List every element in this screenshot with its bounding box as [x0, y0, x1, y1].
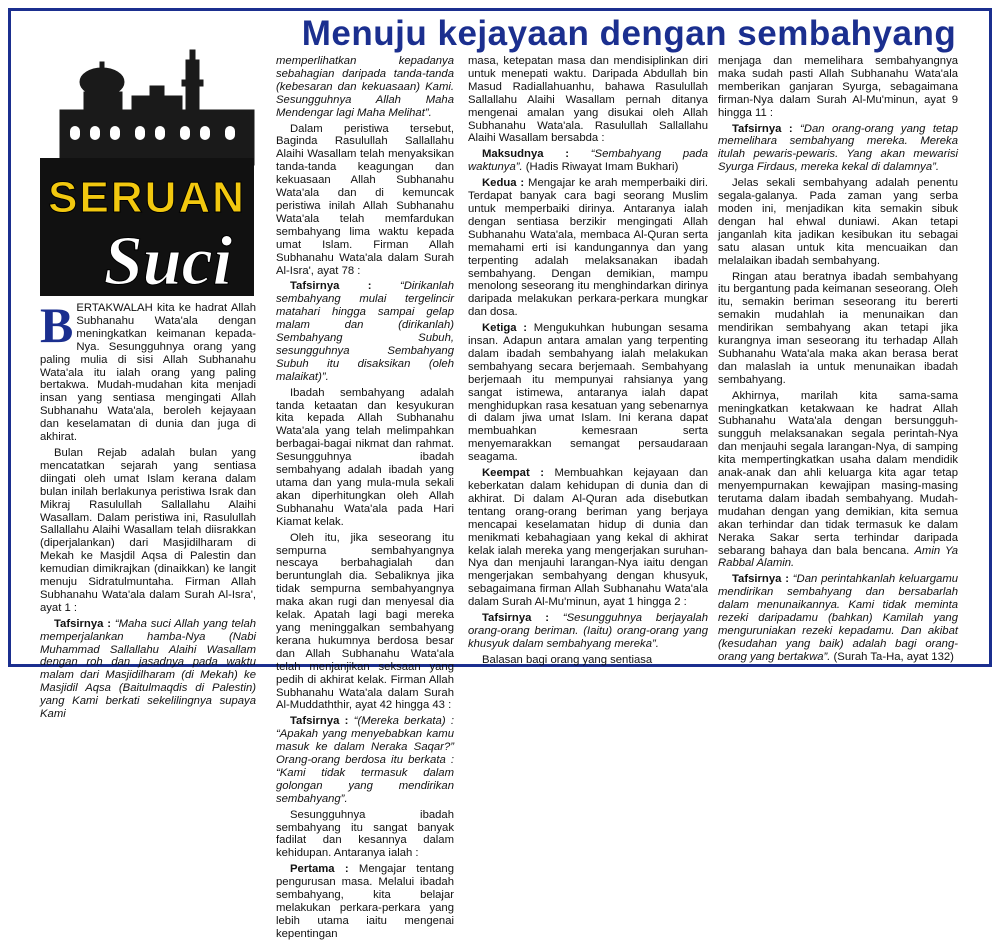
- tafsir-text: “Dan orang-orang yang tetap memelihara sembahyang mereka. Mereka itulah pewaris-pewaris. Yang akan mewarisi Syurga Firdaus, mereka kekal di dalamnya”.: [718, 122, 958, 174]
- logo-text-seruan: SERUAN: [48, 173, 246, 222]
- col2-tafsir-1: [276, 280, 454, 383]
- point-text: Mengajar tentang pengurusan masa. Melalui ibadah sembahyang, kita belajar melakukan perkara-perkara yang lebih utama iaitu mengenai kepentingan: [276, 863, 454, 940]
- point-label: Keempat :: [482, 467, 544, 480]
- amin-text: Amin Ya Rabbal Alamin.: [718, 544, 959, 570]
- closing-text: Akhirnya, marilah kita sama-sama meningkatkan ketakwaan ke hadrat Allah Subhanahu Wata'ala dengan bersungguh-sungguh melaksanakan segala perintah-Nya dan menjauhi segala larangan-Nya, di samping kita mempertingkatkan usaha dalam mendidik anak-anak dan ahli keluarga kita agar tetap menyempurnakan kewajipan masing-masing terutama dalam ibadah sembahyang. Mudah-mudahan dengan yang demikian, kita semua akan terhindar dan tidak termasuk ke dalam Neraka Sakar serta terhindar daripada sebarang bahaya dan bala bencana.: [718, 389, 958, 557]
- maksudnya-text: “Sembahyang pada waktunya”.: [468, 148, 708, 174]
- col1-tafsir: [40, 618, 256, 721]
- mosque-silhouette-icon: [40, 40, 254, 165]
- point-text: Mengajar ke arah memperbaiki diri. Terdapat banyak cara bagi seorang Muslim untuk memperbaiki dirinya. Antaranya ialah dengan sentiasa berzikir mengingati Allah Subhanahu Wata'ala, membaca Al-Quran serta memahami erti isi kandungannya dan yang terpenting adalah melaksanakan ibadah sembahyang. Dengan demikian, mampu menolong seseorang itu menghindarkan dirinya daripada melakukan perkara-perkara mungkar dan dosa.: [468, 177, 708, 319]
- col2-paragraph-2: Dalam peristiwa tersebut, Baginda Rasulullah Sallallahu Alaihi Wasallam telah menyaksikan tanda-tanda keagungan dan kekuasaan Allah Subhanahu Wata'ala dan di kemuncak peristiwa inilah Allah Subhanahu Wata'ala telah memfardukan sembahyang lima waktu kepada umat Islam. Firman Allah Subhanahu Wata'ala dalam Surah Al-Isra', ayat 78 :: [276, 122, 454, 277]
- col3-kedua: [468, 177, 708, 319]
- tafsir-text: “Dirikanlah sembahyang mulai tergelincir matahari hingga sampai gelap malam dan (dirikanlah) Sembahyang Subuh, sesungguhnya Sembahyang Subuh itu disaksikan (oleh malaikat)”.: [276, 280, 454, 383]
- col3-tafsir: [468, 612, 708, 651]
- headline: Menuju kejayaan dengan sembahyang: [301, 14, 957, 53]
- col4-paragraph-3: Ringan atau beratnya ibadah sembahyang itu bergantung pada keimanan seseorang. Oleh itu, semakin beriman seseorang itu bererti semakin mudahlah ia menunaikan dan mendirikan sembahyang akan tetapi jika kurangnya iman seseorang itu terhadap Allah Subhanahu Wata'ala maka akan berasa berat dan malaslah ia untuk menunaikan ibadah sembahyang.: [718, 270, 958, 386]
- surah-source: (Surah Ta-Ha, ayat 132): [833, 650, 954, 663]
- col4-tafsir-2: [718, 573, 958, 663]
- point-label: Ketiga :: [482, 322, 528, 335]
- drop-cap: B: [40, 297, 74, 353]
- tafsir-label: Tafsirnya :: [732, 573, 789, 586]
- point-text: Mengukuhkan hubungan sesama insan. Adapun antara amalan yang terpenting dalam ibadah sembahyang ialah melakukan sembahyang secara berjemaah. Sembahyang berjemaah itu mempunyai rahsianya yang sangat istimewa, antaranya ialah dapat menghidupkan rasa kesatuan yang sebenarnya di dalam jiwa umat Islam. Ini kerana dapat membuahkan kemesraan serta menyemarakkan semangat persaudaraan seagama.: [468, 322, 708, 464]
- article-column-1: [40, 297, 257, 721]
- tafsir-label: Tafsirnya :: [290, 280, 372, 293]
- col3-paragraph-1: masa, ketepatan masa dan mendisiplinkan diri untuk menepati waktu. Daripada Abdullah bin Masud Radiallahuanhu, bahawa Rasulullah Sallallahu Alaihi Wasallam pernah ditanya mengenai amalan yang disukai oleh Allah Subhanahu Wata'ala. Rasulullah Sallallahu Alaihi Wasallam bersabda :: [468, 55, 708, 145]
- col3-maksudnya: [468, 148, 708, 174]
- tafsir-label: Tafsirnya :: [54, 617, 111, 630]
- col3-keempat: [468, 467, 708, 609]
- mosque-logo-graphic: [40, 40, 254, 300]
- tafsir-label: Tafsirnya :: [290, 715, 349, 728]
- tafsir-text: “(Mereka berkata) : “Apakah yang menyebabkan kamu masuk ke dalam Neraka Saqar?” Orang-orang berdosa itu berkata : “Kami tidak termasuk dalam golongan yang mendirikan sembahyang”.: [276, 715, 454, 805]
- col2-paragraph-5: Sesungguhnya ibadah sembahyang itu sangat banyak fadilat dan kesannya dalam kehidupan. Antaranya ialah :: [276, 808, 454, 860]
- logo-text-suci: Suci: [103, 223, 233, 300]
- col4-paragraph-2: Jelas sekali sembahyang adalah penentu segala-galanya. Pada zaman yang serba moden ini, menjadikan kita semakin sibuk dengan hal ehwal duniawi. Akan tetapi janganlah kita jadikan kesibukan itu sebagai satu alasan untuk kita mencuaikan dan melalaikan ibadah sembahyang.: [718, 177, 958, 267]
- col4-paragraph-1: menjaga dan memelihara sembahyangnya maka sudah pasti Allah Subhanahu Wata'ala memberikan ganjaran Syurga, sebagaimana firman-Nya dalam Surah Al-Mu'minun, ayat 9 hingga 11 :: [718, 55, 958, 119]
- col4-paragraph-4: [718, 390, 958, 571]
- maksudnya-label: Maksudnya :: [482, 148, 570, 161]
- col4-tafsir-1: [718, 123, 958, 175]
- col1-paragraph-2: Bulan Rejab adalah bulan yang mencatatkan sejarah yang sentiasa diingati oleh umat Islam kerana dalam bulan inilah berlakunya peristiwa Israk dan Mikraj Rasulullah Sallallahu Alaihi Wasallam. Dalam peristiwa ini, Rasulullah Sallallahu Alaihi Wasallam telah diisrakkan (diperjalankan) dari Masjidilharam di Mekah ke Masjdil Aqsa di Palestin dan kemudian dimikrajkan (dinaikkan) ke langit menuju Sidratulmuntaha. Firman Allah Subhanahu Wata'ala dalam Surah Al-Isra', ayat 1 :: [40, 446, 256, 614]
- tafsir-label: Tafsirnya :: [732, 122, 793, 135]
- article-column-4: [718, 55, 958, 662]
- tafsir-text: “Maha suci Allah yang telah memperjalankan hamba-Nya (Nabi Muhammad Sallallahu Alaihi Wasallam dengan roh dan jasadnya pada waktu malam dari Masjidilharam (di Mekah) ke Masjidil Aqsa (Baitulmaqdis di Palestin) yang Kami berkati sekelilingnya supaya Kami: [40, 617, 257, 721]
- article-column-2: [276, 55, 454, 940]
- col2-tafsir-2: [276, 715, 454, 805]
- tafsir-text: “Dan perintahkanlah keluargamu mendirikan sembahyang dan bersabarlah dalam menunaikannya. Kami tidak meminta rezeki daripadamu (bahkan) Kamilah yang menguruniakan rezeki kepadamu. Dan akibat (kesudahan yang baik) adalah bagi orang-orang yang bertakwa”.: [718, 573, 959, 663]
- article-column-3: [468, 55, 708, 666]
- point-text: Membuahkan kejayaan dan keberkatan dalam kehidupan di dunia dan di akhirat. Di dalam Al-Quran ada disebutkan tentang orang-orang beriman yang berjaya mencapai keselamatan hidup di dunia dan menikmati kebahagiaan yang kekal di akhirat kelak ialah mereka yang mengerjakan suruhan-Nya dan menjauhi larangan-Nya iaitu dengan mengerjakan sembahyang dengan khusyuk, sebagaimana firman Allah Subhanahu Wata'ala dalam Surah Al-Mu'minun, ayat 1 hingga 2 :: [468, 467, 708, 609]
- col2-paragraph-1: memperlihatkan kepadanya sebahagian daripada tanda-tanda (kebesaran dan kekuasaan) Kami. Sesungguhnya Allah Maha Mendengar lagi Maha Melihat”.: [276, 55, 454, 119]
- seruan-suci-logo: [40, 40, 254, 300]
- point-label: Pertama :: [290, 863, 349, 876]
- col2-pertama: [276, 863, 454, 940]
- hadith-source: (Hadis Riwayat Imam Bukhari): [525, 161, 679, 174]
- col3-paragraph-last: Balasan bagi orang yang sentiasa: [482, 653, 653, 666]
- tafsir-text: “Sesungguhnya berjayalah orang-orang beriman. (Iaitu) orang-orang yang khusyuk dalam sembahyang mereka”.: [468, 612, 708, 650]
- col1-paragraph-1: ERTAKWALAH kita ke hadrat Allah Subhanahu Wata'ala dengan meningkatkan keimanan kepada-Nya. Sesungguhnya orang yang paling mulia di sisi Allah Subhanahu Wata'ala itu ialah orang yang paling bertakwa. Mudah-mudahan kita menjadi insan yang sentiasa mengingati Allah Subhanahu Wata'ala, beroleh kejayaan dan keselamatan di dunia dan juga di akhirat.: [40, 302, 256, 444]
- col2-paragraph-3: Ibadah sembahyang adalah tanda ketaatan dan kesyukuran kita kepada Allah Subhanahu Wata'ala yang telah melimpahkan berbagai-bagai nikmat dan rahmat. Sesungguhnya ibadah sembahyang adalah ibadah yang utama dan yang mula-mula sekali akan diperhitungkan oleh Allah Subhanahu Wata'ala pada Hari Kiamat kelak.: [276, 386, 454, 528]
- col2-paragraph-4: Oleh itu, jika seseorang itu sempurna sembahyangnya nescaya berbahagialah dan beruntunglah dia. Sebaliknya jika tidak sempurna sembahyangnya maka akan rugi dan menyesal dia kelak. Apatah lagi bagi mereka yang meninggalkan sembahyang kerana hukumnya berdosa besar dan Allah Subhanahu Wata'ala telah menjanjikan seksaan yang pedih di akhirat kelak. Firman Allah Subhanahu Wata'ala dalam Surah Al-Muddaththir, ayat 42 hingga 43 :: [276, 531, 454, 712]
- point-label: Kedua :: [482, 177, 525, 190]
- tafsir-label: Tafsirnya :: [482, 612, 550, 625]
- col3-ketiga: [468, 322, 708, 464]
